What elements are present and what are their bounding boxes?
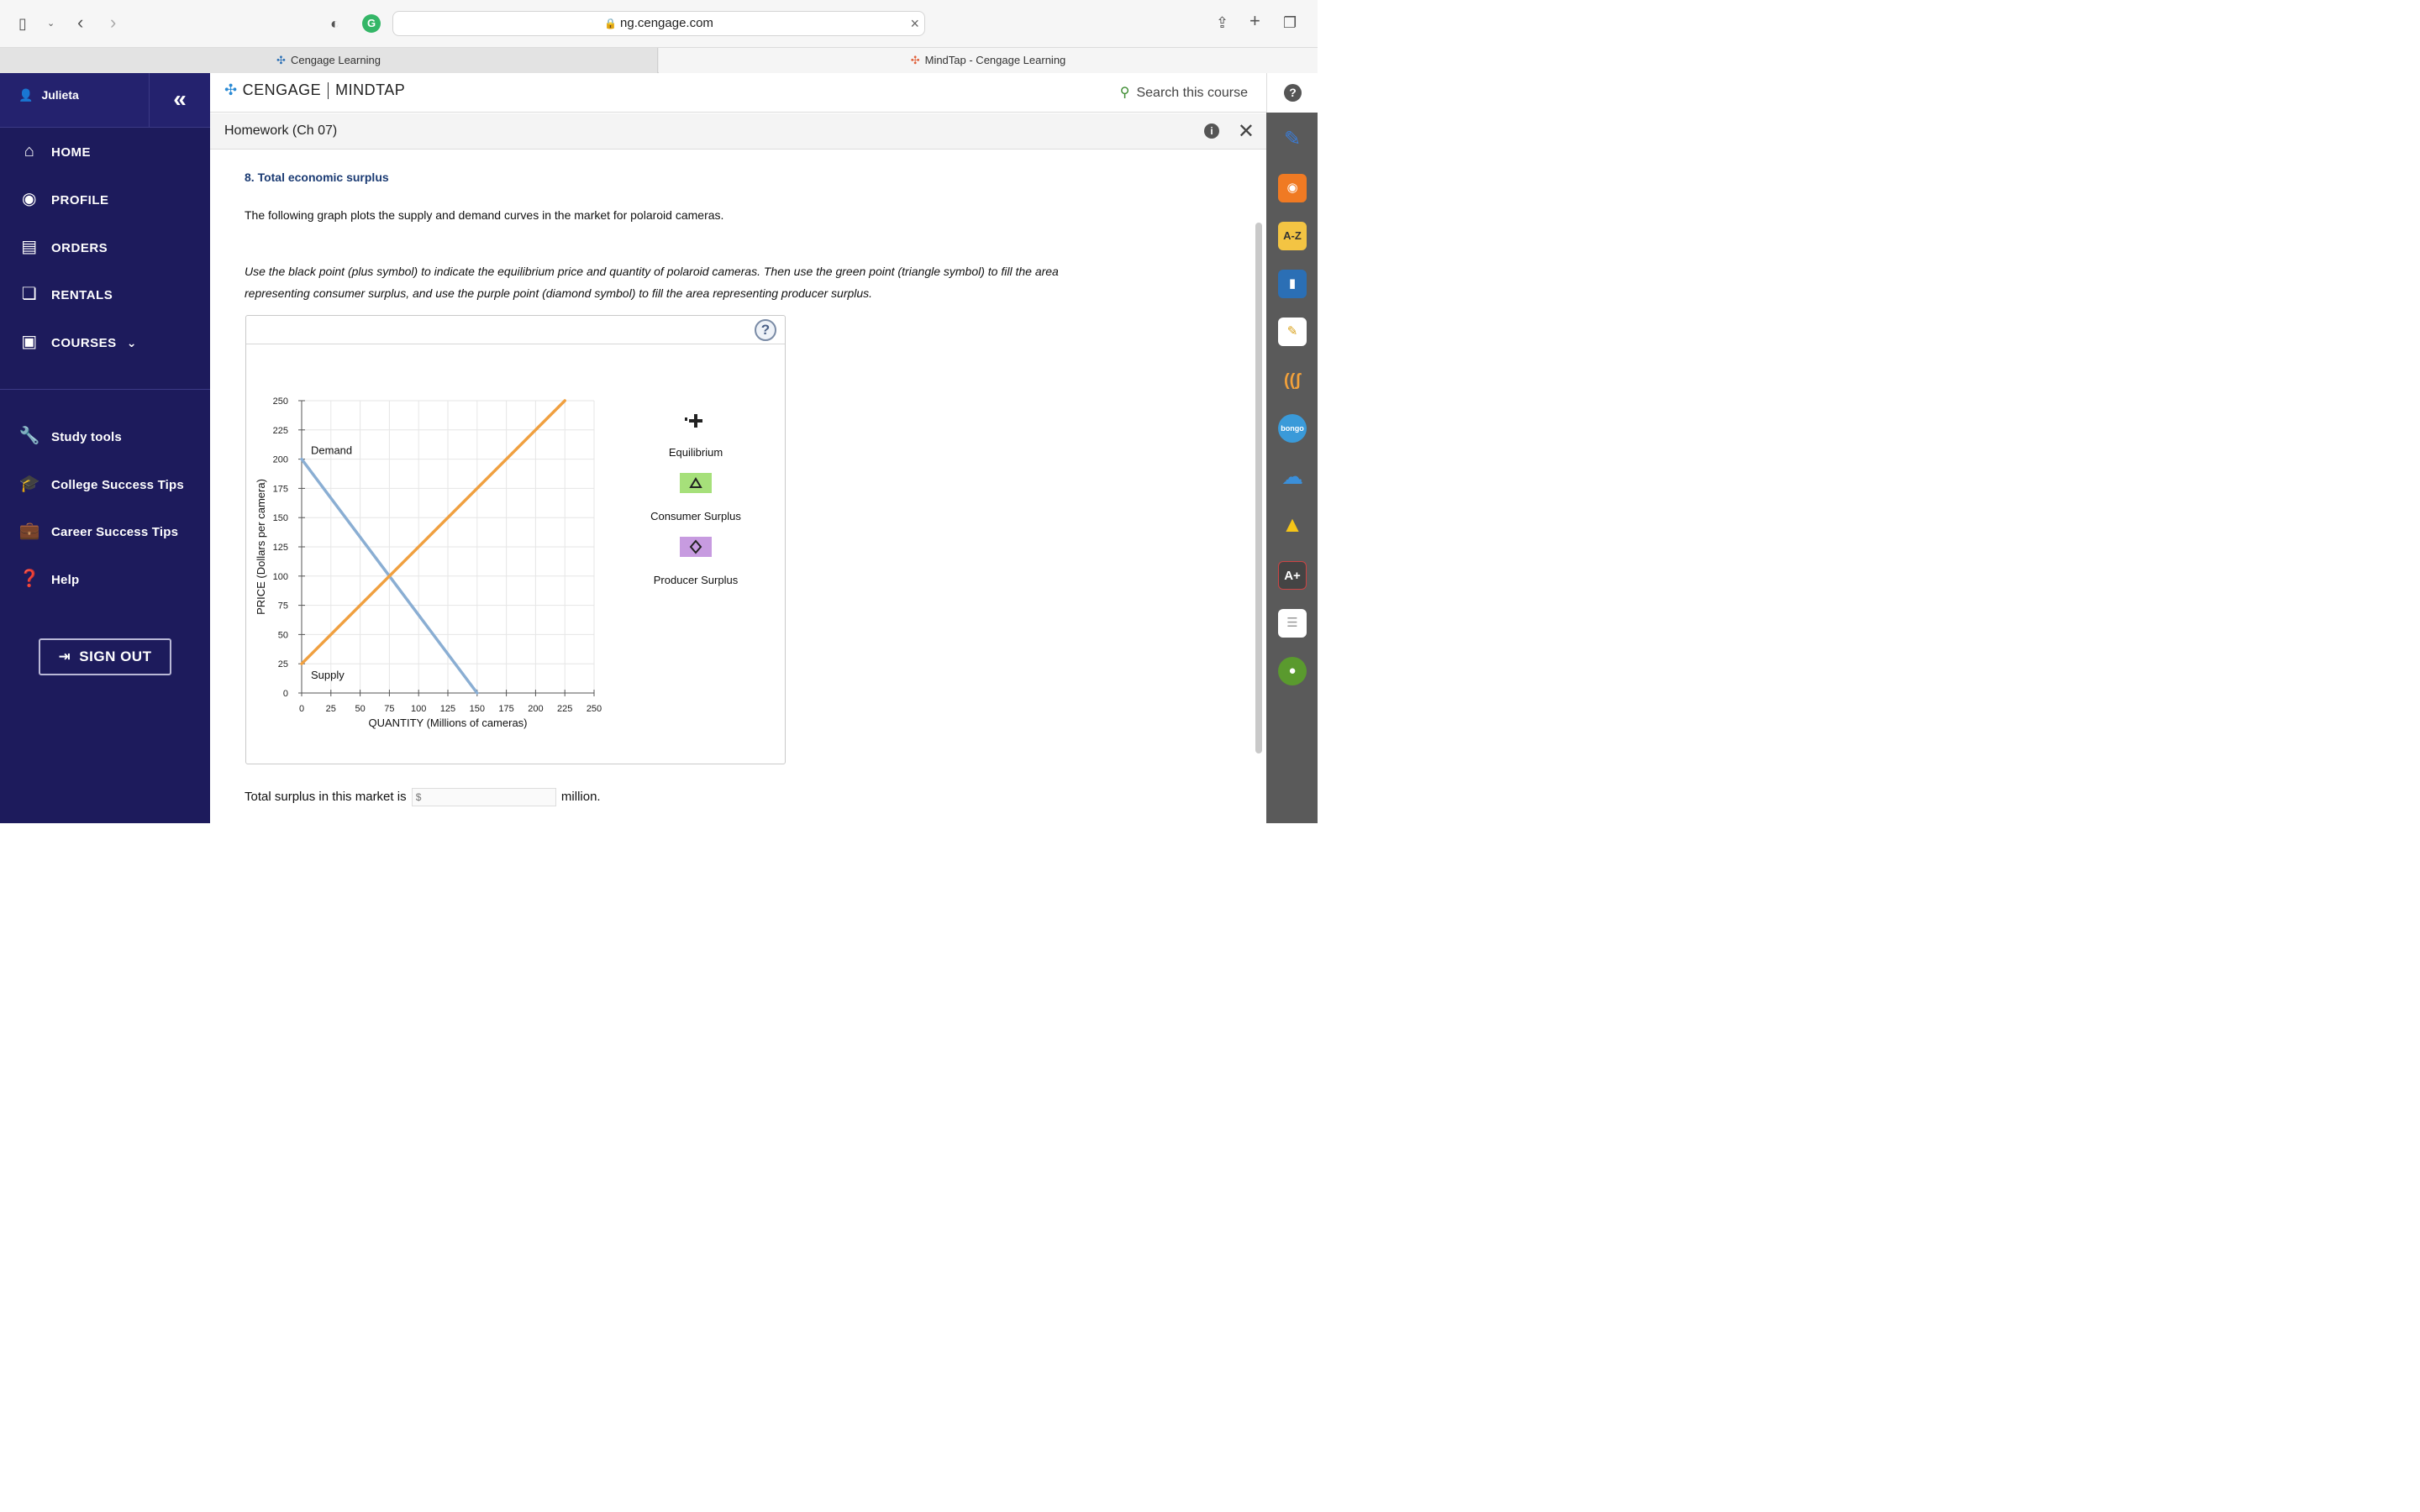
- book-icon[interactable]: ▮: [1278, 270, 1307, 298]
- onedrive-icon[interactable]: ☁: [1281, 464, 1303, 489]
- user-row: [0, 73, 210, 128]
- sign-out-label: SIGN OUT: [79, 648, 152, 664]
- google-drive-icon[interactable]: ▲: [1281, 512, 1303, 537]
- y-tick-label: 0: [282, 689, 288, 699]
- equilibrium-tool-label: Equilibrium: [668, 446, 723, 459]
- tabs-overview-icon[interactable]: ❐: [1283, 14, 1297, 31]
- collapse-sidebar-button[interactable]: «: [149, 73, 210, 128]
- profile-icon: ◉: [22, 190, 37, 208]
- search-placeholder: Search this course: [1136, 86, 1248, 100]
- rentals-icon: ❏: [21, 285, 38, 303]
- app-header: [210, 73, 1266, 113]
- sidebar-item-label: Career Success Tips: [51, 525, 179, 539]
- new-tab-icon[interactable]: +: [1249, 10, 1260, 31]
- sidebar-item-label: HOME: [51, 145, 91, 160]
- y-tick-label: 175: [272, 484, 288, 495]
- assignment-title: Homework (Ch 07): [224, 123, 338, 138]
- y-tick-label: 150: [272, 513, 288, 524]
- sidebar-toggle-icon[interactable]: ▯: [18, 15, 27, 32]
- answer-prefix: Total surplus in this market is: [245, 789, 407, 804]
- sidebar-item-career-success[interactable]: [18, 519, 178, 543]
- answer-suffix: million.: [560, 789, 601, 804]
- question-text: The following graph plots the supply and demand curves in the market for polaroid cameras.: [245, 208, 724, 222]
- cengage-logo-icon: ✣: [224, 81, 238, 98]
- tab-label: Cengage Learning: [290, 54, 381, 66]
- answer-row: [245, 788, 601, 806]
- courses-icon: ▣: [21, 333, 38, 351]
- cengage-favicon-icon: ✣: [276, 54, 286, 66]
- y-tick-label: 250: [272, 396, 288, 407]
- tab-label: MindTap - Cengage Learning: [924, 54, 1066, 66]
- orders-icon: ▤: [21, 238, 38, 256]
- wrench-icon: 🔧: [18, 427, 40, 445]
- help-icon: ?: [1284, 84, 1302, 102]
- x-tick-label: 225: [557, 704, 573, 714]
- sidebar-item-label: College Success Tips: [51, 478, 184, 492]
- sidebar-item-rentals[interactable]: [18, 282, 113, 306]
- supply-curve: [302, 401, 565, 664]
- brand-right: MINDTAP: [335, 81, 406, 98]
- aplus-icon[interactable]: A+: [1278, 561, 1307, 590]
- forward-icon[interactable]: ›: [110, 12, 117, 33]
- x-tick-label: 0: [298, 704, 305, 714]
- lock-icon: 🔒: [604, 18, 618, 29]
- y-tick-label: 125: [272, 543, 288, 553]
- info-icon[interactable]: i: [1204, 123, 1219, 139]
- tab-strip: [0, 48, 1318, 73]
- x-axis-label: QUANTITY (Millions of cameras): [368, 717, 528, 729]
- browser-toolbar: [0, 0, 1318, 48]
- x-tick-label: 250: [586, 704, 602, 714]
- y-tick-label: 225: [272, 425, 288, 436]
- user-name-label: Julieta: [41, 88, 79, 102]
- demand-curve-label: Demand: [311, 444, 353, 457]
- sidebar-item-label: Study tools: [51, 430, 122, 444]
- sidebar-divider: [0, 389, 210, 390]
- course-search[interactable]: [1120, 84, 1248, 101]
- url-text: ng.cengage.com: [620, 16, 713, 30]
- graduation-cap-icon: 🎓: [18, 475, 40, 493]
- y-tick-label: 100: [272, 571, 288, 582]
- brand-separator: [328, 82, 329, 99]
- profile-avatar-icon[interactable]: ●: [1278, 657, 1307, 685]
- question-title: 8. Total economic surplus: [245, 171, 389, 184]
- sidebar-item-label: PROFILE: [51, 193, 109, 207]
- back-icon[interactable]: ‹: [77, 12, 84, 33]
- consumer-surplus-triangle-icon: [680, 473, 712, 493]
- sidebar-item-help[interactable]: [18, 567, 79, 591]
- briefcase-icon: 💼: [18, 522, 40, 540]
- y-axis-label: PRICE (Dollars per camera): [255, 479, 267, 615]
- y-tick-label: 75: [277, 601, 288, 612]
- tab-mindtap[interactable]: [659, 48, 1318, 73]
- tool-rail: [1266, 73, 1318, 823]
- question-instructions: Use the black point (plus symbol) to indicate the equilibrium price and quantity of polaroid cameras. Then use the green point (triangle symbol) to fill the area representing consumer surplus, and use the purple point (diamond symbol) to fill the area representing producer surplus.: [245, 265, 1059, 300]
- brand-left: CENGAGE: [242, 81, 322, 98]
- help-icon: ❓: [18, 570, 40, 588]
- graph-tool-panel: [245, 315, 786, 764]
- graph-help-button[interactable]: ?: [755, 319, 776, 341]
- consumer-surplus-tool-label: Consumer Surplus: [650, 510, 741, 522]
- supply-demand-chart[interactable]: [246, 345, 785, 764]
- glossary-az-icon[interactable]: A-Z: [1278, 222, 1307, 250]
- notes-icon[interactable]: ✎: [1278, 318, 1307, 346]
- bongo-icon[interactable]: bongo: [1278, 414, 1307, 443]
- y-tick-label: 200: [272, 454, 288, 465]
- equilibrium-plus-icon: [689, 414, 702, 428]
- sign-out-button[interactable]: [39, 638, 171, 675]
- content-scrollbar[interactable]: [1255, 223, 1262, 753]
- x-tick-label: 50: [355, 704, 366, 714]
- y-tick-label: 50: [277, 630, 288, 641]
- rail-help[interactable]: [1266, 73, 1318, 113]
- cengage-mindtap-logo[interactable]: [224, 81, 405, 99]
- equilibrium-plus-dot-icon: [685, 417, 687, 421]
- search-icon: ⚲: [1119, 86, 1130, 100]
- sidebar-item-college-success[interactable]: [18, 472, 184, 496]
- user-name[interactable]: [18, 88, 79, 102]
- x-tick-label: 150: [469, 704, 485, 714]
- mindtap-favicon-icon: ✣: [910, 54, 920, 66]
- producer-surplus-tool-label: Producer Surplus: [653, 574, 739, 586]
- shield-icon[interactable]: ◐: [330, 15, 339, 32]
- sidebar-nav: [0, 73, 210, 823]
- address-bar[interactable]: [392, 11, 925, 36]
- total-surplus-input[interactable]: [412, 788, 556, 806]
- graph-topbar: [246, 316, 785, 344]
- chevron-down-icon: ⌄: [126, 336, 137, 349]
- sidebar-item-label: Help: [51, 573, 80, 587]
- sidebar-item-label: ORDERS: [51, 241, 108, 255]
- sign-out-icon: ⇥: [58, 648, 71, 664]
- x-tick-label: 25: [325, 704, 336, 714]
- close-icon[interactable]: ×: [910, 15, 919, 32]
- y-tick-label: 25: [277, 659, 288, 670]
- readspeaker-icon[interactable]: ((ʃ: [1284, 371, 1301, 390]
- x-tick-label: 175: [498, 704, 514, 714]
- flashcards-icon[interactable]: ☰: [1278, 609, 1307, 638]
- x-tick-label: 200: [528, 704, 544, 714]
- x-tick-label: 100: [411, 704, 427, 714]
- supply-curve-label: Supply: [311, 669, 345, 682]
- close-assignment-button[interactable]: ✕: [1237, 120, 1255, 143]
- sidebar-item-home[interactable]: [18, 139, 91, 163]
- tab-cengage-learning[interactable]: [0, 48, 658, 73]
- sidebar-item-orders[interactable]: [18, 235, 108, 259]
- share-icon[interactable]: ⇪: [1216, 14, 1229, 31]
- chevron-down-icon[interactable]: ⌄: [47, 18, 55, 29]
- user-icon: 👤: [18, 88, 34, 102]
- assignment-bar: [210, 113, 1266, 150]
- highlighter-icon[interactable]: ✎: [1283, 128, 1302, 150]
- sidebar-item-label: COURSES: [51, 336, 117, 350]
- x-tick-label: 75: [384, 704, 395, 714]
- grammarly-icon[interactable]: G: [362, 14, 381, 33]
- sidebar-item-profile[interactable]: [18, 187, 109, 211]
- home-icon: ⌂: [24, 142, 35, 160]
- sidebar-item-label: RENTALS: [51, 288, 113, 302]
- sidebar-item-study-tools[interactable]: [18, 424, 122, 448]
- x-tick-label: 125: [439, 704, 456, 714]
- sidebar-item-courses[interactable]: [18, 330, 137, 354]
- rss-icon[interactable]: ◉: [1278, 174, 1307, 202]
